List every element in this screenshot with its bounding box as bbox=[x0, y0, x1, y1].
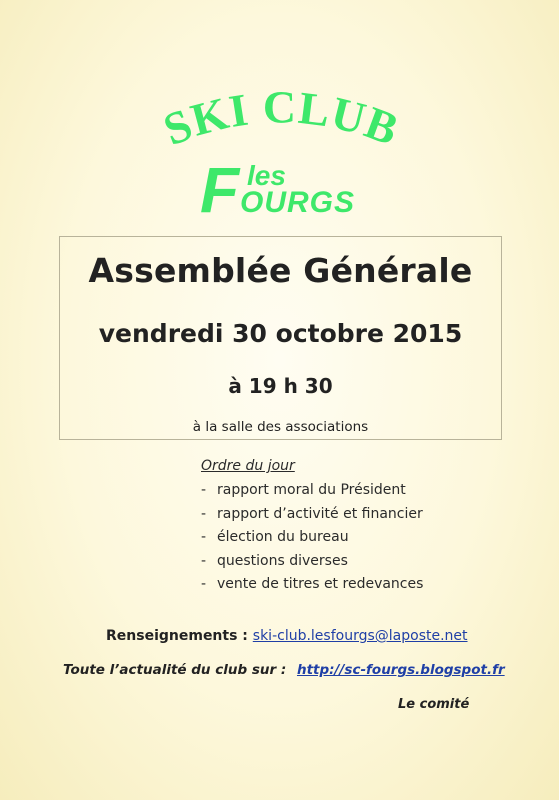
agenda-item-text: élection du bureau bbox=[217, 529, 349, 545]
agenda-item bbox=[201, 550, 531, 574]
logo-big-f: F bbox=[200, 154, 240, 220]
logo-ski-club-text: SKI CLUB bbox=[156, 81, 406, 156]
logo-ourgs-text: OURGS bbox=[240, 186, 356, 219]
event-title: Assemblée Générale bbox=[88, 251, 473, 290]
contact-email-link[interactable]: ski-club.lesfourgs@laposte.net bbox=[252, 628, 468, 644]
agenda-item bbox=[201, 479, 531, 503]
agenda-item-text: questions diverses bbox=[217, 552, 348, 569]
logo-graphic bbox=[0, 60, 559, 220]
signature: Le comité bbox=[398, 697, 470, 712]
agenda-bullet: - bbox=[201, 552, 207, 569]
blog-link[interactable]: http://sc-fourgs.blogspot.fr bbox=[296, 662, 505, 678]
agenda-heading: Ordre du jour bbox=[201, 458, 295, 474]
news-label: Toute l’actualité du club sur : bbox=[63, 662, 287, 678]
event-place: à la salle des associations bbox=[192, 419, 369, 435]
agenda-list bbox=[201, 479, 531, 597]
agenda-bullet: - bbox=[201, 482, 207, 498]
event-box bbox=[59, 236, 502, 440]
agenda-item bbox=[201, 526, 531, 550]
agenda-item bbox=[201, 503, 531, 527]
agenda-bullet: - bbox=[201, 529, 207, 545]
contact-label: Renseignements : bbox=[106, 628, 248, 644]
agenda-item bbox=[201, 573, 531, 597]
agenda-item-text: vente de titres et redevances bbox=[217, 576, 424, 592]
agenda-item-text: rapport d’activité et financier bbox=[217, 505, 423, 522]
club-logo bbox=[0, 60, 559, 220]
agenda-bullet: - bbox=[201, 576, 207, 592]
news-line bbox=[63, 662, 505, 678]
agenda-item-text: rapport moral du Président bbox=[217, 482, 406, 498]
event-date: vendredi 30 octobre 2015 bbox=[98, 319, 463, 348]
contact-line bbox=[106, 628, 468, 644]
agenda-section bbox=[201, 458, 531, 597]
agenda-bullet: - bbox=[201, 505, 207, 522]
event-time: à 19 h 30 bbox=[228, 374, 333, 398]
logo-les-text: les bbox=[247, 160, 286, 191]
